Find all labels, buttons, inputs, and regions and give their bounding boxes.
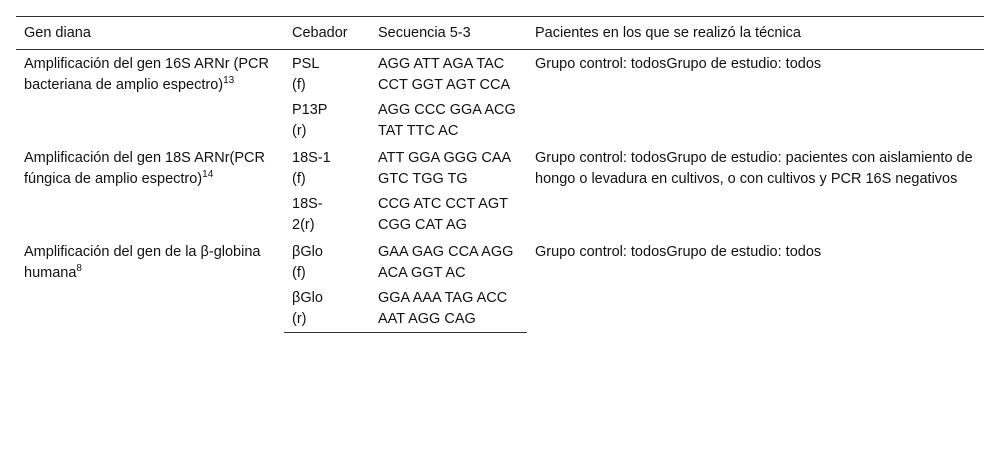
primer-cell: PSL (f) xyxy=(292,56,320,93)
table-header-row xyxy=(16,17,984,50)
gene-text: Amplificación del gen 18S ARNr(PCR fúngica de amplio espectro) xyxy=(24,150,265,187)
primer-cell: 18S- 2(r) xyxy=(292,196,323,233)
header-primer: Cebador xyxy=(284,17,370,50)
patients-cell: Grupo control: todosGrupo de estudio: pacientes con aislamiento de hongo o levadura en cultivos, o con cultivos y PCR 16S negativos xyxy=(535,150,973,187)
patients-cell: Grupo control: todosGrupo de estudio: todos xyxy=(535,56,822,72)
primer-cell: βGlo (r) xyxy=(284,284,370,333)
sequence-cell: GAA GAG CCA AGG ACA GGT AC xyxy=(378,244,514,281)
primer-cell: P13P (r) xyxy=(292,102,328,139)
sequence-cell: AGG CCC GGA ACG TAT TTC AC xyxy=(378,102,516,139)
header-gene: Gen diana xyxy=(16,17,284,50)
sequence-cell: ATT GGA GGG CAA GTC TGG TG xyxy=(378,150,511,187)
gene-cell xyxy=(16,50,284,145)
table-row xyxy=(16,238,984,284)
table-row xyxy=(16,50,984,97)
patients-cell: Grupo control: todosGrupo de estudio: todos xyxy=(535,244,822,260)
reference-number: 14 xyxy=(202,169,214,181)
sequence-cell: CCG ATC CCT AGT CGG CAT AG xyxy=(378,196,508,233)
gene-cell xyxy=(16,144,284,238)
sequence-cell: AGG ATT AGA TAC CCT GGT AGT CCA xyxy=(378,56,511,93)
reference-number: 13 xyxy=(223,75,235,87)
table-container xyxy=(16,16,984,333)
sequence-cell: GGA AAA TAG ACC AAT AGG CAG xyxy=(370,284,527,333)
table-row xyxy=(16,144,984,190)
gene-cell xyxy=(16,238,284,333)
primers-table xyxy=(16,16,984,333)
header-patients: Pacientes en los que se realizó la técnica xyxy=(527,17,984,50)
gene-text: Amplificación del gen de la β-globina humana xyxy=(24,244,261,281)
reference-number: 8 xyxy=(76,263,82,275)
primer-cell: βGlo (f) xyxy=(292,244,323,281)
primer-cell: 18S-1 (f) xyxy=(292,150,331,187)
header-sequence: Secuencia 5-3 xyxy=(370,17,527,50)
gene-text: Amplificación del gen 16S ARNr (PCR bacteriana de amplio espectro) xyxy=(24,56,269,93)
